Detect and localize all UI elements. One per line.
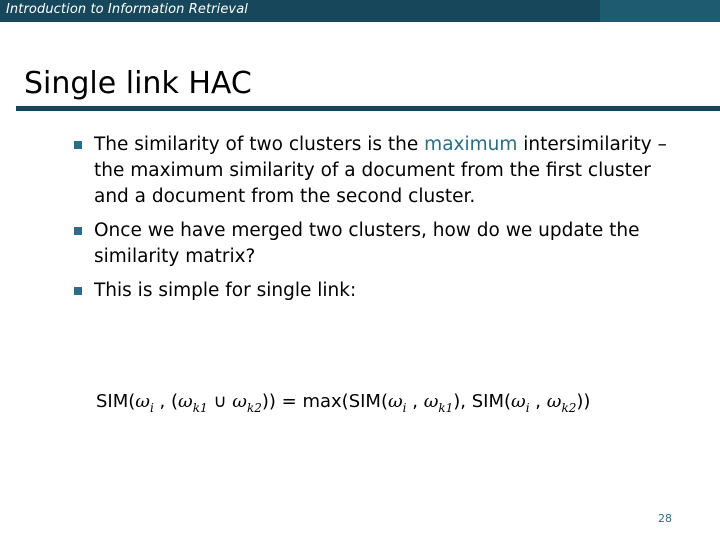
formula-sub: i: [402, 401, 407, 415]
square-bullet-icon: [74, 141, 82, 149]
square-bullet-icon: [74, 227, 82, 235]
slide-title: Single link HAC: [24, 66, 252, 101]
formula-max: max: [302, 391, 342, 412]
formula-omega: ω: [232, 391, 247, 412]
bullet-text: This is simple for single link:: [94, 280, 357, 301]
formula-union: ∪: [213, 391, 227, 412]
formula-omega: ω: [511, 391, 526, 412]
formula-sim: SIM: [96, 391, 129, 412]
bullet-text-part: intersimilarity – the maximum similarity of a document from the first cluster and a document from the second cluster.: [94, 134, 667, 207]
formula-sub: i: [525, 401, 530, 415]
formula-omega: ω: [178, 391, 193, 412]
merge-formula: $SIM(\omega_i$ , ($\omega_{k1}$ ∪ $\omega_{k2})) = \max(SIM(\omega_i$ , $\omega_{k1}$), $SIM(\omega_i$ , $\omega_{k2}$)): [96, 391, 591, 415]
formula-omega: ω: [546, 391, 562, 412]
highlight-term: maximum: [424, 134, 518, 155]
bullet-text-part: The similarity of two clusters is the: [94, 134, 425, 155]
page-number: 28: [658, 512, 672, 525]
bullet-item: [74, 132, 674, 210]
header-bar: [0, 0, 720, 22]
formula-sim: SIM: [348, 391, 381, 412]
bullet-item: [74, 278, 674, 304]
formula-sub: i: [149, 401, 154, 415]
formula-omega: ω: [387, 391, 403, 412]
course-title: Introduction to Information Retrieval: [6, 2, 248, 17]
formula-omega: ω: [423, 391, 439, 412]
formula-sub: k1: [438, 401, 454, 415]
bullet-list: [74, 132, 674, 312]
bullet-text: Once we have merged two clusters, how do we update the similarity matrix?: [94, 220, 640, 267]
formula-sub: k1: [192, 401, 208, 415]
formula-sub: k2: [246, 401, 262, 415]
bullet-item: [74, 218, 674, 270]
formula-sim: SIM: [471, 391, 505, 412]
title-underline: [16, 106, 720, 111]
formula-omega: ω: [135, 391, 150, 412]
header-accent-block: [600, 0, 720, 22]
formula-sub: k2: [561, 401, 577, 415]
square-bullet-icon: [74, 287, 82, 295]
